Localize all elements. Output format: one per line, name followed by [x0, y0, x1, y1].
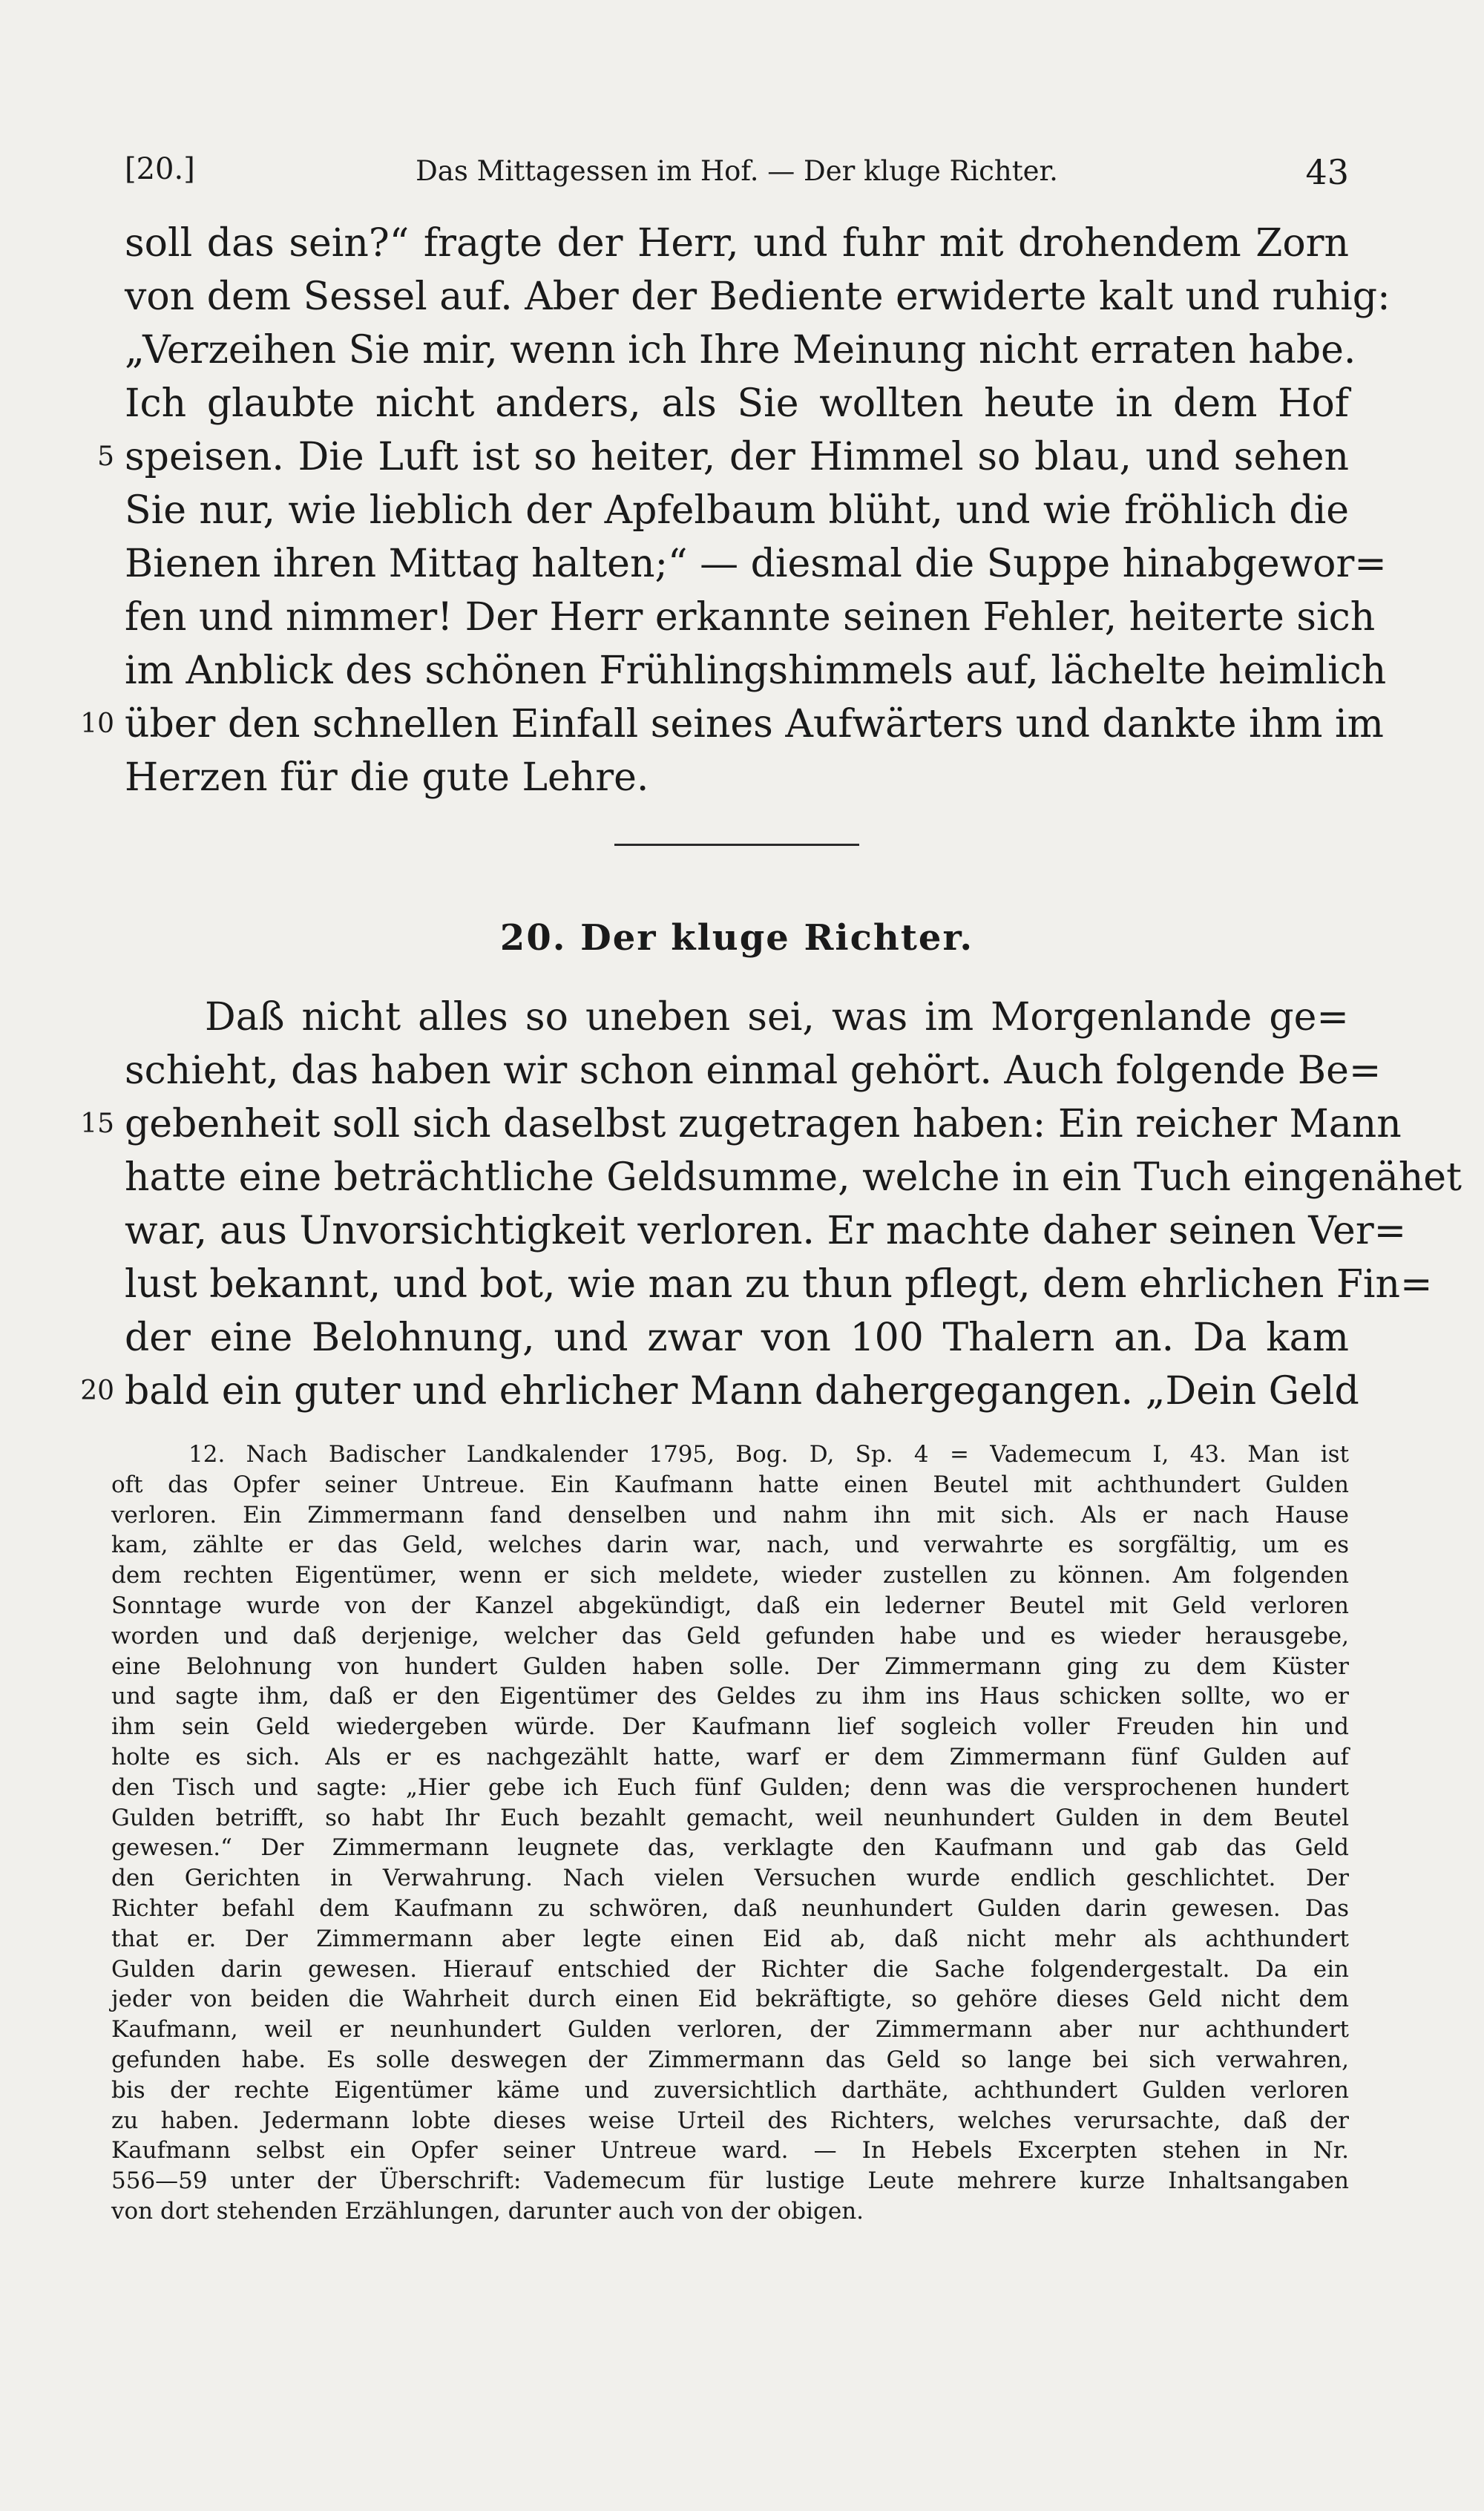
text-line: hatte eine beträchtliche Geldsumme, welche in ein Tuch eingenähet [125, 1155, 1462, 1200]
footnote-line: Kaufmann selbst ein Opfer seiner Untreue ward. — In Hebels Excerpten stehen in Nr. [111, 2137, 1349, 2164]
footnote-line: Gulden betrifft, so habt Ihr Euch bezahlt gemacht, weil neunhundert Gulden in dem Beutel [111, 1804, 1349, 1831]
text-line: von dem Sessel auf. Aber der Bediente erwiderte kalt und ruhig: [125, 275, 1391, 319]
footnote-line: und sagte ihm, daß er den Eigentümer des Geldes zu ihm ins Haus schicken sollte, wo er [111, 1683, 1349, 1710]
footnote-line: Sonntage wurde von der Kanzel abgekündigt, daß ein lederner Beutel mit Geld verloren [111, 1592, 1349, 1619]
footnote-line: Kaufmann, weil er neunhundert Gulden verloren, der Zimmermann aber nur achthundert [111, 2016, 1349, 2044]
text-block-previous-story [80, 217, 1391, 804]
running-title: Das Mittagessen im Hof. — Der kluge Richter. [416, 155, 1058, 187]
footnote-line: holte es sich. Als er es nachgezählt hatte, warf er dem Zimmermann fünf Gulden auf [111, 1743, 1349, 1770]
text-line: Herzen für die gute Lehre. [125, 755, 649, 800]
text-line: im Anblick des schönen Frühlingshimmels auf, lächelte heimlich [125, 649, 1387, 693]
text-line: war, aus Unvorsichtigkeit verloren. Er machte daher seinen Ver= [125, 1209, 1407, 1253]
text-line: Sie nur, wie lieblich der Apfelbaum blüht, und wie fröhlich die [125, 488, 1349, 533]
text-block-der-kluge-richter [80, 991, 1462, 1418]
text-line: der eine Belohnung, und zwar von 100 Thalern an. Da kam [125, 1316, 1349, 1360]
footnote-line: 556—59 unter der Überschrift: Vademecum für lustige Leute mehrere kurze Inhaltsangaben [111, 2167, 1349, 2195]
text-line: „Verzeihen Sie mir, wenn ich Ihre Meinung nicht erraten habe. [125, 328, 1356, 372]
text-line: soll das sein?“ fragte der Herr, und fuhr mit drohendem Zorn [125, 221, 1349, 266]
footnote-line: ihm sein Geld wiedergeben würde. Der Kaufmann lief sogleich voller Freuden hin und [111, 1713, 1349, 1741]
footnote-line: dem rechten Eigentümer, wenn er sich meldete, wieder zustellen zu können. Am folgenden [111, 1562, 1349, 1589]
line-number: 15 [80, 1109, 114, 1139]
footnote-line: zu haben. Jedermann lobte dieses weise Urteil des Richters, welches verursachte, daß der [111, 2107, 1349, 2134]
text-line: schieht, das haben wir schon einmal gehört. Auch folgende Be= [125, 1048, 1382, 1093]
line-number: 20 [80, 1376, 114, 1406]
running-header [125, 152, 1349, 204]
text-line: 10 über den schnellen Einfall seines Aufwärters und dankte ihm im [125, 698, 1349, 751]
text-line: 15 gebenheit soll sich daselbst zugetragen haben: Ein reicher Mann [125, 1097, 1349, 1151]
footnote-line: gefunden habe. Es solle deswegen der Zimmermann das Geld so lange bei sich verwahren, [111, 2046, 1349, 2073]
footnote-line: oft das Opfer seiner Untreue. Ein Kaufmann hatte einen Beutel mit achthundert Gulden [111, 1471, 1349, 1498]
text-line: 5 speisen. Die Luft ist so heiter, der Himmel so blau, und sehen [125, 430, 1349, 484]
footnote-line: kam, zählte er das Geld, welches darin war, nach, und verwahrte es sorgfältig, um es [111, 1532, 1349, 1559]
section-divider [614, 844, 859, 846]
text-line: 20 bald ein guter und ehrlicher Mann dahergegangen. „Dein Geld [125, 1365, 1349, 1418]
text-line: Bienen ihren Mittag halten;“ — diesmal die Suppe hinabgewor= [125, 542, 1387, 586]
section-heading: 20. Der kluge Richter. [499, 917, 974, 959]
footnote-line: Richter befahl dem Kaufmann zu schwören, daß neunhundert Gulden darin gewesen. Das [111, 1894, 1349, 1922]
footnote-line: bis der rechte Eigentümer käme und zuversichtlich darthäte, achthundert Gulden verloren [111, 2076, 1349, 2104]
footnote-line: eine Belohnung von hundert Gulden haben solle. Der Zimmermann ging zu dem Küster [111, 1652, 1349, 1680]
footnote-line: den Gerichten in Verwahrung. Nach vielen Versuchen wurde endlich geschlichtet. Der [111, 1865, 1349, 1892]
text-line: Ich glaubte nicht anders, als Sie wollten heute in dem Hof [125, 381, 1349, 426]
footnotes [111, 1440, 1349, 2227]
footnote-line: 12. Nach Badischer Landkalender 1795, Bog. D, Sp. 4 = Vademecum I, 43. Man ist [188, 1441, 1349, 1468]
footnote-line: gewesen.“ Der Zimmermann leugnete das, verklagte den Kaufmann und gab das Geld [111, 1834, 1349, 1862]
text-line: fen und nimmer! Der Herr erkannte seinen Fehler, heiterte sich [125, 595, 1376, 640]
page-number: 43 [1305, 152, 1349, 192]
footnote-line: verloren. Ein Zimmermann fand denselben und nahm ihn mit sich. Als er nach Hause [111, 1501, 1349, 1529]
footnote-line: Gulden darin gewesen. Hierauf entschied der Richter die Sache folgendergestalt. Da ein [111, 1955, 1349, 1983]
section-reference: [20.] [125, 152, 195, 186]
line-number: 10 [80, 709, 114, 739]
footnote-line: that er. Der Zimmermann aber legte einen Eid ab, daß nicht mehr als achthundert [111, 1925, 1349, 1952]
footnote-line: jeder von beiden die Wahrheit durch einen Eid bekräftigte, so gehöre dieses Geld nicht dem [111, 1986, 1349, 2013]
text-line: lust bekannt, und bot, wie man zu thun pflegt, dem ehrlichen Fin= [125, 1262, 1433, 1307]
text-line: Daß nicht alles so uneben sei, was im Morgenlande ge= [205, 995, 1349, 1040]
footnote-line: von dort stehenden Erzählungen, darunter auch von der obigen. [111, 2197, 864, 2225]
line-number: 5 [97, 442, 114, 472]
footnote-line: den Tisch und sagte: „Hier gebe ich Euch fünf Gulden; denn was die versprochenen hundert [111, 1773, 1349, 1801]
footnote-line: worden und daß derjenige, welcher das Geld gefunden habe und es wieder herausgebe, [111, 1622, 1349, 1650]
